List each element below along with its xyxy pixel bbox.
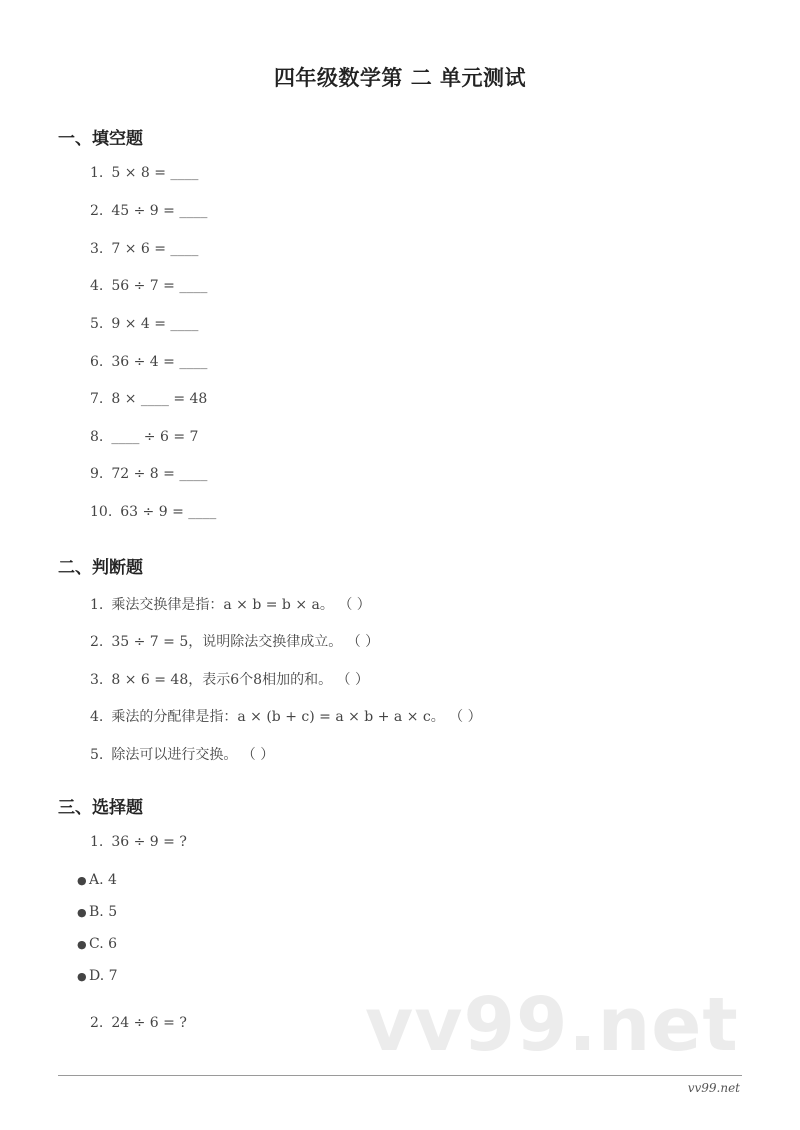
item-number: 3. [90,672,104,688]
fill-item [90,203,207,219]
item-number: 3. [90,241,104,257]
option-text: B. 5 [89,904,118,920]
item-text: 乘法交换律是指：a × b = b × a。 （ ） [111,597,371,613]
item-text: 7 × 6 = ____ [111,241,199,257]
item-text: 72 ÷ 8 = ____ [111,466,208,482]
choice-question [90,834,187,850]
item-number: 1. [90,834,104,850]
fill-item [90,354,207,370]
judge-item [90,631,379,651]
item-number: 1. [90,597,104,613]
watermark: vv99.net [365,982,739,1068]
item-number: 7. [90,391,104,407]
item-text: 5 × 8 = ____ [111,165,199,181]
item-text: 36 ÷ 9 = ? [111,834,187,850]
page-title: 四年级数学第 二 单元测试 [273,66,527,90]
item-text: ____ ÷ 6 = 7 [111,429,199,445]
choice-option [77,904,117,920]
item-text: 45 ÷ 9 = ____ [111,203,208,219]
item-text: 35 ÷ 7 = 5，说明除法交换律成立。 （ ） [111,634,380,650]
fill-item [90,165,198,181]
option-text: A. 4 [89,872,117,888]
fill-item [90,391,207,407]
fill-item [90,316,198,332]
item-number: 1. [90,165,104,181]
item-number: 2. [90,203,104,219]
item-number: 4. [90,278,104,294]
choice-option [77,936,117,952]
item-text: 56 ÷ 7 = ____ [111,278,208,294]
item-number: 2. [90,634,104,650]
section-heading-judge: 二、判断题 [58,558,143,578]
bullet-icon: ● [77,970,87,983]
item-number: 2. [90,1015,104,1031]
judge-item [90,669,369,689]
footer-divider [58,1075,742,1076]
bullet-icon: ● [77,874,87,887]
item-number: 9. [90,466,104,482]
fill-item [90,241,198,257]
fill-item [90,278,207,294]
judge-item [90,744,274,764]
choice-option [77,968,118,984]
judge-item [90,706,482,726]
footer-site: vv99.net [687,1081,740,1095]
section-heading-fill: 一、填空题 [58,129,143,149]
item-text: 24 ÷ 6 = ? [111,1015,187,1031]
bullet-icon: ● [77,906,87,919]
judge-item [90,594,371,614]
item-text: 36 ÷ 4 = ____ [111,354,208,370]
item-number: 8. [90,429,104,445]
item-text: 乘法的分配律是指：a × (b + c) = a × b + a × c。 （ ） [111,709,482,725]
section-heading-choice: 三、选择题 [58,798,143,818]
item-text: 8 × 6 = 48，表示6个8相加的和。 （ ） [111,672,369,688]
item-number: 5. [90,316,104,332]
item-text: 8 × ____ = 48 [111,391,208,407]
item-text: 63 ÷ 9 = ____ [120,504,217,520]
item-text: 除法可以进行交换。 （ ） [111,747,275,763]
bullet-icon: ● [77,938,87,951]
fill-item [90,466,207,482]
item-number: 10. [90,504,113,520]
item-number: 6. [90,354,104,370]
fill-item [90,429,198,445]
item-number: 4. [90,709,104,725]
option-text: D. 7 [89,968,118,984]
choice-question [90,1015,187,1031]
item-text: 9 × 4 = ____ [111,316,199,332]
item-number: 5. [90,747,104,763]
fill-item [90,504,216,520]
choice-option [77,872,117,888]
option-text: C. 6 [89,936,118,952]
